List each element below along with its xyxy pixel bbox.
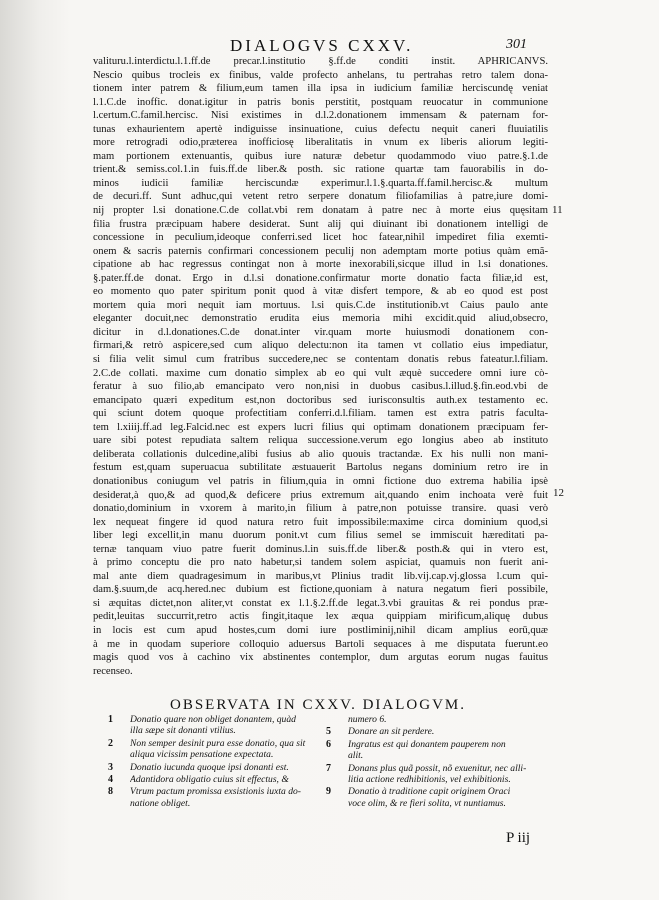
text-line: magis quod vos à cachino vix abstinentes contemplor, dum argutas eorum nugas fauitus (93, 652, 548, 664)
observation-text-line: Donatio à traditione capit originem Oraci (348, 786, 511, 798)
text-line: more retrogradi odio,præterea inofficiosę liberalitatis in vnum ex liberis aliorum legiti- (93, 137, 548, 149)
observation-text-line: Vtrum pactum promissa exsistionis iuxta do- (130, 786, 301, 798)
observation-text-line: illa sæpe sit donanti vtilius. (130, 725, 236, 737)
text-line: concessione in peculium,ideoque conferri.sed licet hoc fatear,nihil impediret filia exemti- (93, 232, 548, 244)
text-line: si æquitas dictet,non aliter,vt constat ex l.1.§.2.ff.de legat.3.vbi grauitas & rei pondus præ- (93, 597, 548, 609)
observation-number: 6 (326, 738, 331, 750)
observation-text-line: Adantidora obligatio cuius sit effectus, & (130, 774, 289, 786)
text-line: nij propter l.si donatione.C.de collat.vbi rem donatam à patre nec à morte eius quęsitam (93, 205, 548, 217)
text-line: festum est,quam superuacua subtilitate æstuauerit Bartolus negans dominium retro ire in (93, 462, 548, 474)
text-line: tunas exhaurientem apertè indiguisse insinuatione, cuius defectu nequit caneri fluuiatilis (93, 123, 548, 135)
observation-item (326, 763, 541, 786)
observation-text-line: alit. (348, 750, 364, 762)
text-line: à me in quodam superiore colloquio aduersus Bartoli sequaces à me disputata fuerunt.eo (93, 638, 548, 650)
text-line: l.1.C.de inoffic. donat.igitur in patris bonis perstitit, postquam reuocatur in communione (93, 96, 548, 108)
text-line: valituru.l.interdictu.l.1.ff.de precar.l.institutio §.ff.de conditi instit. APHRICANVS. (93, 56, 548, 67)
observation-item (326, 726, 541, 737)
text-line: dicitur in d.l.donationes.C.de donat.inter vir.quam morte huiusmodi donationem con- (93, 326, 548, 338)
text-line: feratur à suo filio,ab emancipato vero non,nisi in duobus casibus.l.illud.§.fin.eod.vbi de (93, 381, 548, 393)
observation-item (108, 786, 318, 809)
observation-number: 7 (326, 762, 331, 774)
text-line: minos iudicii familiæ herciscundæ experimur.l.1.§.quarta.ff.famil.hercisc.& multum (93, 177, 548, 189)
text-line: si filia velit simul cum fratribus succedere,nec se contentam donatis rebus fateatur.l.filiam. (93, 354, 548, 366)
text-line: 2.C.de collati. maxime cum donatio simplex ab eo qui vult æquè succedere omni iure cò- (93, 367, 548, 379)
text-line: qui sciunt dotem quoque profectitiam conferri.d.l.filiam. tamen est extra patris faculta- (93, 408, 548, 420)
marginal-mark: 12 (553, 487, 564, 499)
observation-item (108, 774, 318, 785)
text-line: cipatione ab hac regressus contingat non à morte inexorabili,sicque illud in l.si donationes. (93, 259, 548, 271)
text-line: mal ante diem quadragesimum in maribus,vt Plinius tradit lib.vij.cap.vj.glossa l.cum qui- (93, 570, 548, 582)
observation-number: 2 (108, 737, 113, 749)
dialogue-body-text (93, 55, 548, 678)
text-line: mortem quia mori nequit iam mortuus. l.si quis.C.de institutionib.vt Caius paulo ante (93, 299, 548, 311)
text-line: tem l.xiiij.ff.ad leg.Falcid.nec est expers lucri filius qui optimam donationem præcipuam fer- (93, 421, 548, 433)
text-line: emancipato quæri expeditum est,non doctoribus sed iurisconsultis auth.ex testamento ec. (93, 394, 548, 406)
observation-text-line: Non semper desinit pura esse donatio, qua sit (130, 737, 306, 749)
text-line: de decuri.ff. Sunt adhuc,qui vetent retro serpere donatum filiofamilias à patre,iure domi- (93, 191, 548, 203)
text-line: filia frustra præcipuam habere desiderat. Sunt alij qui diuinant ibi donationem intelligi de (93, 218, 548, 230)
observation-text-line: Ingratus est qui donantem pauperem non (348, 738, 506, 750)
text-line: uare sibi potest repudiata saltem reliqua successione.verum ego longius abeo ab instituto (93, 435, 548, 447)
observation-text-line: voce olim, & re fieri solita, vt nuntiamus. (348, 797, 506, 809)
observation-item (108, 738, 318, 761)
observation-item (108, 714, 318, 737)
running-title: DIALOGVS CXXV. (230, 36, 414, 55)
text-line: eleganter docuit,nec demonstratio erudita eius memoria mihi excidit.quid aliud,obsecro, (93, 313, 548, 325)
text-line: desiderat,à quo,& ad quod,& deficere prius extremum ait,quando enim inchoata verè fuit (93, 489, 548, 501)
marginal-mark: 11 (552, 204, 563, 216)
text-line: à primo conceptu die pro nato habetur,si tandem solem aspiciat, quamuis non fuerit ani- (93, 557, 548, 569)
observations-right-column (326, 714, 541, 810)
page-number: 301 (506, 37, 527, 52)
observations-left-column (108, 714, 318, 810)
observation-number: 5 (326, 726, 331, 738)
signature-mark: P iij (506, 830, 531, 846)
text-line: eo momento quo pater spiritum ponit quod à vitæ disfert tempore, & ab eo quod est post (93, 286, 548, 298)
text-line: tionem inter patrem & filium,eum tamen illa ipsa in iudicium familiæ herciscundę veniat (93, 83, 548, 95)
observations-heading: OBSERVATA IN CXXV. DIALOGVM. (170, 697, 466, 713)
text-line: lex nequeat fingere id quod natura retro fuit impossibile:maxime circa dominium quod,si (93, 516, 548, 528)
observation-text-line: litia actione redhibitionis, vel exhibitionis. (348, 774, 511, 786)
text-line: liber legi excellit,in manu duorum ponit.vt cum filius semel se immiscuit hæreditati pa- (93, 530, 548, 542)
observation-text-line: Donare an sit perdere. (348, 726, 435, 738)
text-line: §.pater.ff.de donat. Ergo in d.l.si donatione.confirmatur morte donatio facta filiæ,id est, (93, 272, 548, 284)
observation-text-line: Donans plus quã possit, nõ exuenitur, nec alli- (348, 762, 527, 774)
observation-text-line: natione obliget. (130, 797, 191, 809)
observation-number: 9 (326, 786, 331, 798)
observation-text-line: numero 6. (348, 714, 387, 725)
text-line: in locis est cum apud hostes,cum domi iure postliminij,nihil dicam amplius eorū,quæ (93, 624, 548, 636)
text-line: firmari,& retrò aspicere,sed cum aliquo delectu:non ita tamen vt collatio eius impediatur, (93, 340, 548, 352)
text-line: deliberata collationis dulcedine,alibi fusius ab alio quouis tractandæ. Ex his nulli non mani- (93, 448, 548, 460)
text-line: ternæ tanquam viuo patre fuerit dominus.l.in suis.ff.de liber.& posth.& qui in vtero est, (93, 543, 548, 555)
text-line: donationibus coniugum vel patris in filium,quia in omni fictione duo extrema habilia ipsè (93, 475, 548, 487)
text-line: recenseo. (93, 665, 133, 677)
observation-text-line: Donatio quare non obliget donantem, quàd (130, 714, 296, 725)
observation-number: 8 (108, 786, 113, 798)
text-line: Nescio quibus trocleis ex finibus, valde profecto anhelans, tu pertrahas retro talem dona- (93, 69, 548, 81)
observation-text-line: Donatio iucunda quoque ipsi donanti est. (130, 761, 289, 773)
observation-number: 3 (108, 761, 113, 773)
observation-number: 4 (108, 774, 113, 786)
text-line: l.certum.C.famil.hercisc. Nisi existimes in d.l.2.donationem immensam & paternam for- (93, 110, 548, 122)
text-line: dam.§.suum,de acq.hered.nec dubium est fictione,quoniam à natura negatum fieri possibile, (93, 584, 548, 596)
text-line: pedit,leuitas succurrit,retro actis fingit,itaque lex æqua quippiam mirificum,aliquę dubus (93, 611, 548, 623)
text-line: donatio,dominium in vxorem à marito,in filium à patre,non potuisse transire. quasi verò (93, 503, 548, 515)
text-line: mam portionem extenuantis, quibus iure naturæ debetur quodammodo viuo patre.§.1.de (93, 150, 548, 162)
observation-item (326, 714, 541, 725)
observation-text-line: aliqua vicissim pensatione expectata. (130, 749, 274, 761)
text-line: onem & sacris paternis confirmari concessionem peculij non ademptam morte potius quàm emã- (93, 245, 548, 257)
observation-number: 1 (108, 714, 113, 725)
observation-item (326, 739, 541, 762)
observation-item (108, 762, 318, 773)
text-line: trient.& semiss.col.1.in fuis.ff.de liber.& posth. sic ratione quartæ tam fauorabilis in do- (93, 164, 548, 176)
observation-item (326, 786, 541, 809)
